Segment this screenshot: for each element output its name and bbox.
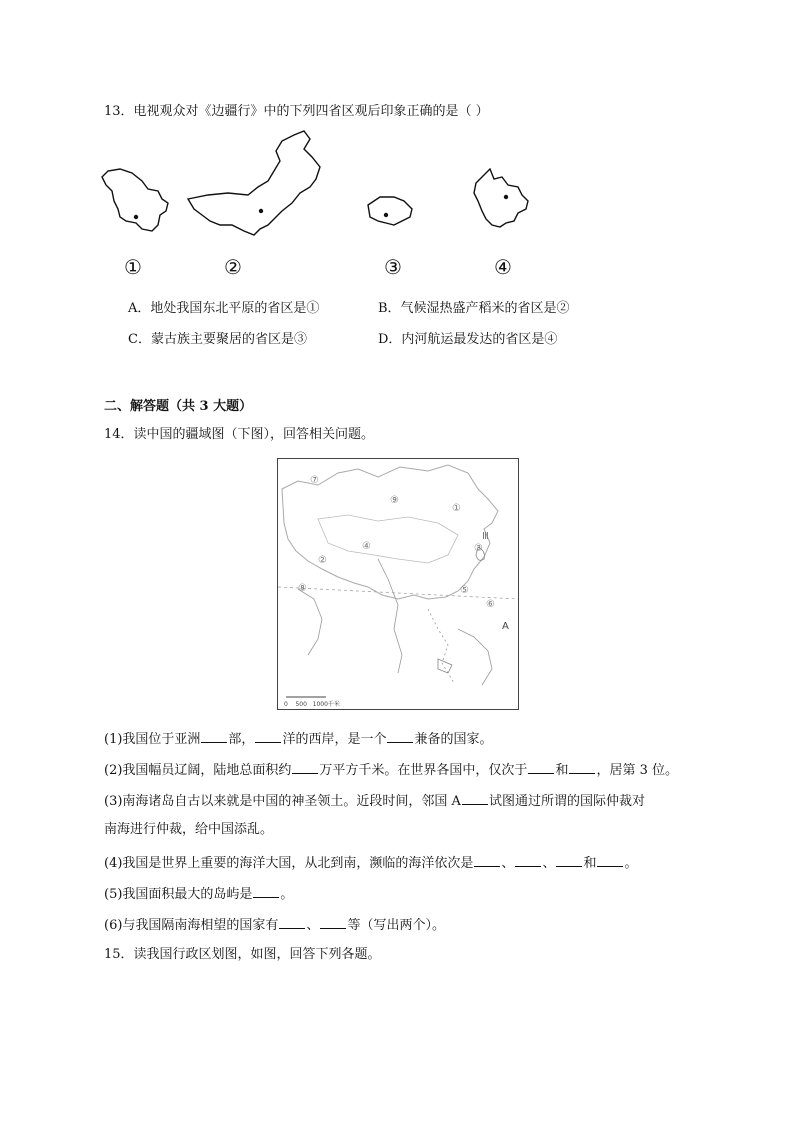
- province-shape-2: [188, 131, 320, 235]
- map-label-1: ①: [452, 503, 461, 514]
- map-label-7: ⑦: [310, 475, 319, 486]
- china-territory-map: [277, 458, 519, 710]
- q14-sub6-text: (6)与我国隔南海相望的国家有: [104, 918, 279, 933]
- q14-sub2-blank[interactable]: [528, 760, 554, 774]
- map-label-9: ⑨: [390, 495, 399, 506]
- q14-sub6-text: 、: [306, 918, 320, 933]
- map-label-iii: Ⅲ: [482, 531, 489, 542]
- province-shapes: [98, 125, 548, 250]
- province-label-2: ②: [224, 255, 242, 279]
- section-title: 二、解答题（共 3 大题）: [104, 399, 253, 414]
- q14-sub4-blank[interactable]: [515, 853, 541, 867]
- q14-sub6-blank[interactable]: [279, 915, 305, 929]
- q14-sub1-text: 洋的西岸，是一个: [282, 732, 387, 747]
- q14-sub4-blank[interactable]: [556, 853, 582, 867]
- q14-sub4-text: 和: [583, 856, 597, 871]
- province-label-4: ④: [494, 255, 512, 279]
- q14-sub2-text: 万平方千米。在世界各国中，仅次于: [319, 763, 528, 778]
- q14-sub4-blank[interactable]: [474, 853, 500, 867]
- q14-sub1-text: (1)我国位于亚洲: [104, 732, 201, 747]
- map-label-3: ③: [474, 543, 483, 554]
- q14-sub4-text: 。: [624, 856, 638, 871]
- q14-sub3: [104, 791, 645, 811]
- province-shape-3: [368, 197, 412, 225]
- q14-sub2-blank[interactable]: [569, 760, 595, 774]
- q14-sub1-text: 兼备的国家。: [414, 732, 493, 747]
- q14-sub4: [104, 853, 637, 873]
- q13-stem: 13．电视观众对《边疆行》中的下列四省区观后印象正确的是（ ）: [104, 104, 489, 119]
- q14-sub2-text: ，居第 3 位。: [596, 763, 678, 778]
- q14-sub5-blank[interactable]: [253, 884, 279, 898]
- map-scale: 0 500 1000千米: [284, 701, 340, 708]
- q14-sub4-text: (4)我国是世界上重要的海洋大国，从北到南，濒临的海洋依次是: [104, 856, 474, 871]
- map-label-6: ⑥: [486, 599, 495, 610]
- q13-option-c[interactable]: C．蒙古族主要聚居的省区是③: [128, 332, 307, 347]
- map-label-4: ④: [362, 541, 371, 552]
- q14-sub6-text: 等（写出两个）。: [347, 918, 445, 933]
- q14-sub3-text: (3)南海诸岛自古以来就是中国的神圣领土。近段时间，邻国 A: [104, 794, 461, 809]
- province-label-3: ③: [384, 255, 402, 279]
- q14-sub4-blank[interactable]: [597, 853, 623, 867]
- q14-stem: 14．读中国的疆域图（下图），回答相关问题。: [104, 427, 375, 442]
- q14-sub2-text: (2)我国幅员辽阔，陆地总面积约: [104, 763, 292, 778]
- province-shape-4: [474, 169, 528, 227]
- q14-sub3-cont: 南海进行仲裁，给中国添乱。: [104, 822, 274, 837]
- q14-sub6: [104, 915, 445, 935]
- q14-sub5-text: 。: [280, 887, 294, 902]
- q14-sub5: [104, 884, 293, 904]
- q14-sub4-text: 、: [542, 856, 556, 871]
- province-shape-1: [102, 169, 168, 231]
- q14-sub1-blank[interactable]: [255, 729, 281, 743]
- q14-sub5-text: (5)我国面积最大的岛屿是: [104, 887, 253, 902]
- province-label-1: ①: [124, 255, 142, 279]
- q14-sub6-blank[interactable]: [320, 915, 346, 929]
- q14-sub2-blank[interactable]: [292, 760, 318, 774]
- q14-sub1-text: 部，: [228, 732, 255, 747]
- q14-sub4-text: 、: [501, 856, 515, 871]
- q14-sub1-blank[interactable]: [201, 729, 227, 743]
- q14-sub3-blank[interactable]: [462, 791, 488, 805]
- q14-sub2: [104, 760, 678, 780]
- q14-sub3-text: 试图通过所谓的国际仲裁对: [488, 794, 645, 809]
- q13-option-d[interactable]: D．内河航运最发达的省区是④: [378, 332, 558, 347]
- q13-option-a[interactable]: A．地处我国东北平原的省区是①: [128, 301, 320, 316]
- q14-sub1-blank[interactable]: [387, 729, 413, 743]
- map-label-8: ⑧: [298, 583, 307, 594]
- q14-sub1: [104, 729, 492, 749]
- map-label-2: ②: [318, 555, 327, 566]
- map-label-5: ⑤: [460, 585, 469, 596]
- map-label-a: A: [502, 621, 509, 632]
- q13-option-b[interactable]: B．气候湿热盛产稻米的省区是②: [378, 301, 570, 316]
- q14-sub2-text: 和: [555, 763, 569, 778]
- q15-stem: 15．读我国行政区划图，如图，回答下列各题。: [104, 947, 381, 962]
